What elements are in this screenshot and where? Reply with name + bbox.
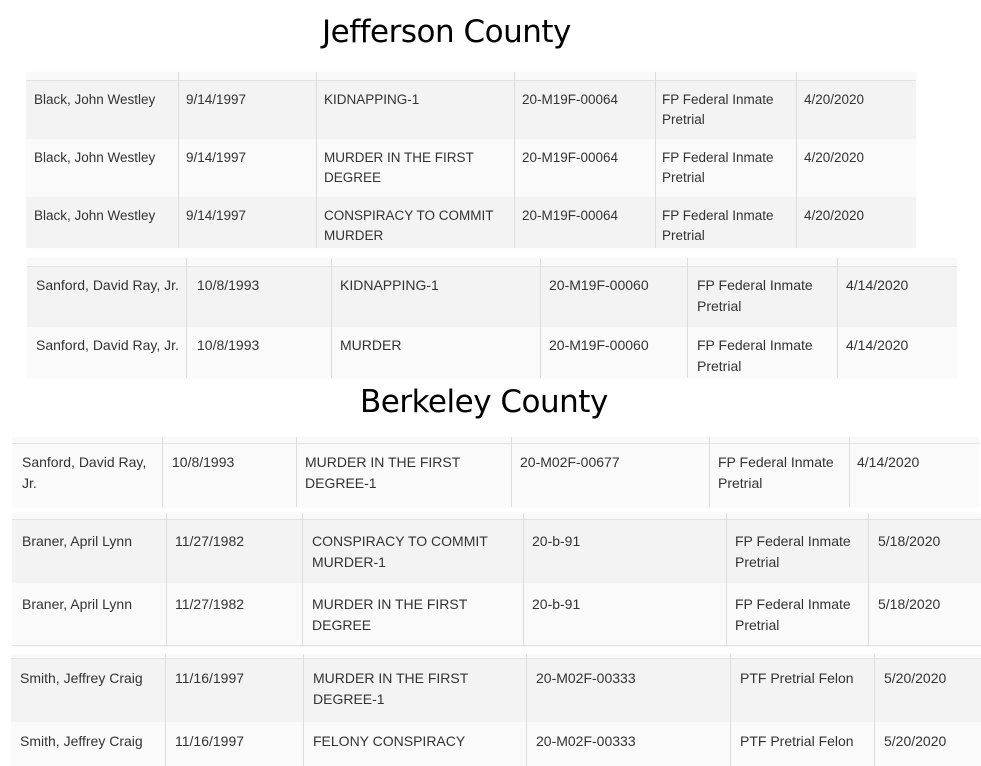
cell-charge: MURDER [340, 337, 402, 353]
cell-charge: MURDER IN THE FIRST DEGREE [324, 150, 474, 185]
cell-classification: FP Federal Inmate Pretrial [697, 337, 813, 374]
column-divider [730, 654, 731, 766]
cell-dob: 9/14/1997 [186, 208, 247, 223]
cell-case-number: 20-M02F-00333 [536, 670, 636, 686]
cell-charge: MURDER IN THE FIRST DEGREE [312, 596, 468, 633]
column-divider [540, 258, 541, 378]
row-divider [12, 645, 981, 646]
cell-name: Sanford, David Ray, Jr. [36, 277, 179, 293]
cell-case-number: 20-M19F-00060 [549, 337, 649, 353]
column-divider [726, 513, 727, 647]
column-divider [186, 258, 187, 378]
berkeley-table-braner [12, 513, 981, 647]
cell-name: Braner, April Lynn [22, 533, 132, 549]
cell-dob: 11/16/1997 [175, 733, 245, 749]
cell-charge: CONSPIRACY TO COMMIT MURDER [324, 208, 494, 243]
cell-dob: 9/14/1997 [186, 150, 247, 165]
column-divider [331, 258, 332, 378]
cell-charge: KIDNAPPING-1 [340, 277, 439, 293]
column-divider [526, 654, 527, 766]
cell-name: Sanford, David Ray, Jr. [36, 337, 179, 353]
cell-date: 4/20/2020 [804, 92, 865, 107]
berkeley-county-title: Berkeley County [360, 384, 608, 420]
cell-dob: 11/16/1997 [175, 670, 245, 686]
cell-name: Smith, Jeffrey Craig [20, 733, 143, 749]
cell-case-number: 20-M19F-00064 [522, 208, 619, 223]
cell-case-number: 20-M19F-00064 [522, 150, 619, 165]
cell-date: 4/14/2020 [846, 337, 909, 353]
cell-dob: 11/27/1982 [175, 533, 245, 549]
cell-classification: FP Federal Inmate Pretrial [662, 150, 774, 185]
cell-charge: FELONY CONSPIRACY [313, 733, 466, 749]
column-divider [316, 72, 317, 248]
jefferson-table-sanford [27, 258, 957, 378]
column-divider [303, 654, 304, 766]
cell-case-number: 20-M19F-00064 [522, 92, 619, 107]
cell-dob: 10/8/1993 [197, 337, 260, 353]
column-divider [165, 654, 166, 766]
cell-name: Braner, April Lynn [22, 596, 132, 612]
column-divider [302, 513, 303, 647]
cell-case-number: 20-b-91 [532, 533, 581, 549]
cell-date: 5/18/2020 [878, 533, 941, 549]
jefferson-table-black [26, 72, 916, 248]
cell-date: 4/14/2020 [846, 277, 909, 293]
cell-date: 5/18/2020 [878, 596, 941, 612]
column-divider [166, 513, 167, 647]
cell-name: Black, John Westley [34, 208, 156, 223]
column-divider [523, 513, 524, 647]
cell-date: 5/20/2020 [884, 670, 947, 686]
cell-classification: FP Federal Inmate Pretrial [718, 454, 834, 491]
cell-case-number: 20-M02F-00677 [520, 454, 620, 470]
cell-date: 4/14/2020 [857, 454, 920, 470]
cell-dob: 11/27/1982 [175, 596, 245, 612]
column-divider [511, 437, 512, 507]
cell-charge: MURDER IN THE FIRST DEGREE-1 [305, 454, 461, 491]
cell-name: Black, John Westley [34, 150, 156, 165]
berkeley-table-smith [11, 654, 981, 766]
column-divider [296, 437, 297, 507]
column-divider [655, 72, 656, 248]
cell-classification: FP Federal Inmate Pretrial [697, 277, 813, 314]
column-divider [514, 72, 515, 248]
cell-classification: PTF Pretrial Felon [740, 670, 854, 686]
cell-classification: FP Federal Inmate Pretrial [735, 596, 851, 633]
cell-charge: MURDER IN THE FIRST DEGREE-1 [313, 670, 469, 707]
column-divider [162, 437, 163, 507]
cell-classification: PTF Pretrial Felon [740, 733, 854, 749]
cell-case-number: 20-M02F-00333 [536, 733, 636, 749]
column-divider [709, 437, 710, 507]
cell-case-number: 20-M19F-00060 [549, 277, 649, 293]
cell-date: 4/20/2020 [804, 208, 865, 223]
cell-name: Smith, Jeffrey Craig [20, 670, 143, 686]
column-divider [178, 72, 179, 248]
cell-date: 5/20/2020 [884, 733, 947, 749]
cell-case-number: 20-b-91 [532, 596, 581, 612]
cell-dob: 9/14/1997 [186, 92, 247, 107]
cell-name: Black, John Westley [34, 92, 156, 107]
jefferson-county-title: Jefferson County [322, 14, 571, 50]
cell-charge: KIDNAPPING-1 [324, 92, 420, 107]
cell-dob: 10/8/1993 [197, 277, 260, 293]
cell-dob: 10/8/1993 [172, 454, 235, 470]
cell-classification: FP Federal Inmate Pretrial [662, 208, 774, 243]
cell-charge: CONSPIRACY TO COMMIT MURDER-1 [312, 533, 488, 570]
cell-date: 4/20/2020 [804, 150, 865, 165]
berkeley-table-sanford [12, 437, 979, 507]
cell-classification: FP Federal Inmate Pretrial [735, 533, 851, 570]
cell-classification: FP Federal Inmate Pretrial [662, 92, 774, 127]
cell-name: Sanford, David Ray, Jr. [22, 454, 147, 491]
